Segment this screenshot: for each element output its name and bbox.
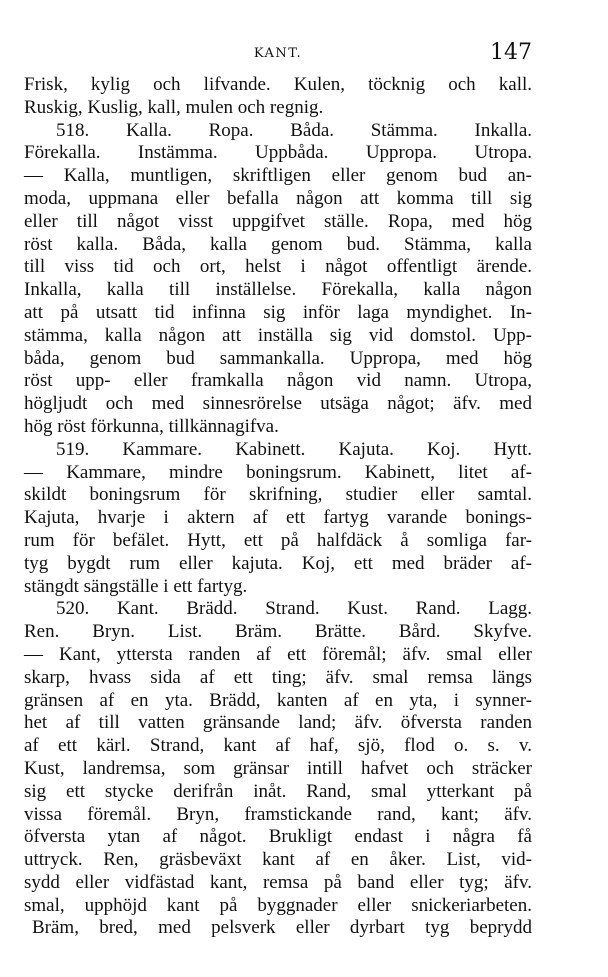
text-line: gränsen af en yta. Brädd, kanten af en yta, i synner-	[24, 689, 532, 711]
text-line: vissa föremål. Bryn, framstickande rand, kant; äfv.	[24, 803, 532, 825]
section-heading-518: 518. Kalla. Ropa. Båda. Stämma. Inkalla.	[56, 119, 532, 141]
text-line: Ruskig, Kuslig, kall, mulen och regnig.	[24, 96, 324, 118]
text-line: — Kammare, mindre boningsrum. Kabinett, litet af-	[24, 461, 532, 483]
text-line: sig ett stycke derifrån inåt. Rand, smal ytterkant på	[24, 780, 532, 802]
section-heading-520-cont: Ren. Bryn. List. Bräm. Brätte. Bård. Skyfve.	[24, 621, 532, 643]
text-line: Inkalla, kalla till inställelse. Förekalla, kalla någon	[24, 279, 532, 301]
text-line: stängdt sängställe i ett fartyg.	[24, 575, 248, 597]
text-line: skarp, hvass sida af ett ting; äfv. smal remsa längs	[24, 666, 532, 688]
running-head: KANT.	[253, 46, 303, 61]
text-line: högljudt och med sinnesrörelse utsäga något; äfv. med	[24, 393, 532, 415]
text-line: het af till vatten gränsande land; äfv. öfversta randen	[24, 712, 532, 734]
text-line: sydd eller vidfästad kant, remsa på band eller tyg; äfv.	[24, 871, 532, 893]
text-line: — Kalla, muntligen, skriftligen eller genom bud an-	[24, 165, 532, 187]
text-line: att på utsatt tid infinna sig inför laga myndighet. In-	[24, 301, 532, 323]
text-line: båda, genom bud sammankalla. Uppropa, med hög	[24, 347, 532, 369]
page-number: 147	[490, 40, 532, 65]
text-line: eller till något visst uppgifvet ställe. Ropa, med hög	[24, 210, 532, 232]
text-line: smal, upphöjd kant på byggnader eller snickeriarbeten.	[24, 894, 532, 916]
body-text	[24, 74, 532, 940]
text-line: Bräm, bred, med pelsverk eller dyrbart tyg beprydd	[32, 917, 532, 939]
text-line: Frisk, kylig och lifvande. Kulen, töcknig och kall.	[24, 74, 532, 95]
text-line: uttryck. Ren, gräsbeväxt kant af en åker. List, vid-	[24, 849, 532, 871]
text-line: moda, uppmana eller befalla någon att komma till sig	[24, 187, 532, 209]
text-line: röst upp- eller framkalla någon vid namn. Utropa,	[24, 370, 532, 392]
text-line: af ett kärl. Strand, kant af haf, sjö, flod o. s. v.	[24, 735, 532, 757]
text-line: till viss tid och ort, helst i något offentligt ärende.	[24, 256, 532, 278]
text-line: skildt boningsrum för skrifning, studier eller samtal.	[24, 484, 532, 506]
text-line: Kust, landremsa, som gränsar intill hafvet och sträcker	[24, 757, 532, 779]
text-line: röst kalla. Båda, kalla genom bud. Stämma, kalla	[24, 233, 532, 255]
text-line: tyg bygdt rum eller kajuta. Koj, ett med bräder af-	[24, 552, 532, 574]
text-line: — Kant, yttersta randen af ett föremål; äfv. smal eller	[24, 643, 532, 665]
text-line: stämma, kalla någon att inställa sig vid domstol. Upp-	[24, 324, 532, 346]
section-heading-518-cont: Förekalla. Instämma. Uppbåda. Uppropa. Utropa.	[24, 142, 532, 164]
section-heading-519: 519. Kammare. Kabinett. Kajuta. Koj. Hytt.	[56, 438, 532, 460]
text-line: Kajuta, hvarje i aktern af ett fartyg varande bonings-	[24, 507, 532, 529]
text-line: öfversta ytan af något. Brukligt endast i några få	[24, 826, 532, 848]
text-line: hög röst förkunna, tillkännagifva.	[24, 415, 279, 437]
page-header	[24, 40, 532, 70]
section-heading-520: 520. Kant. Brädd. Strand. Kust. Rand. Lagg.	[56, 598, 532, 620]
text-line: rum för befälet. Hytt, ett på halfdäck å somliga far-	[24, 529, 532, 551]
